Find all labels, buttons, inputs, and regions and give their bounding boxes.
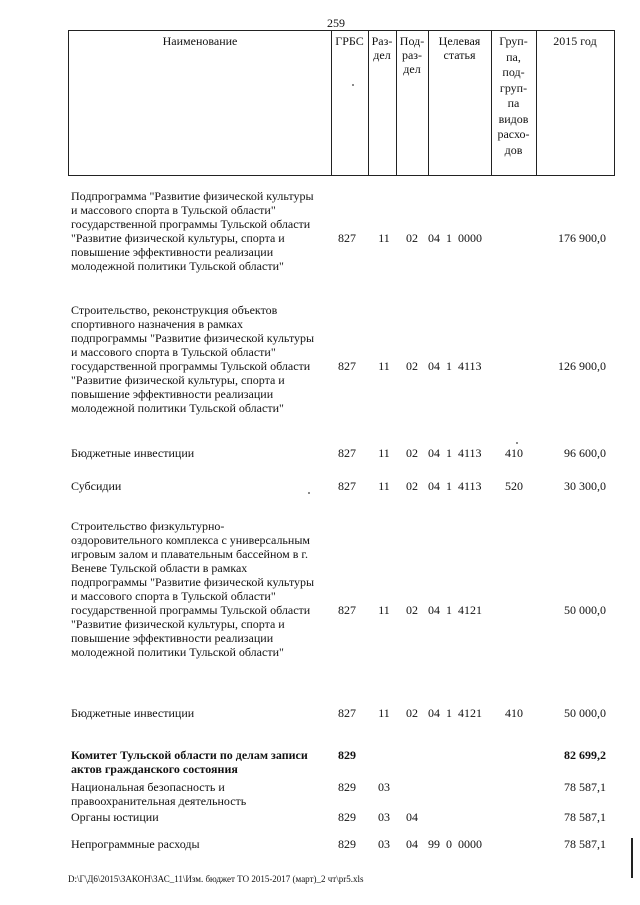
row-celevaya-statya: 04 1 4121 [428,706,482,720]
row-grbs: 829 [338,837,356,851]
row-name-line: подпрограммы "Развитие физической культуры [71,575,315,589]
row-name-line: актов гражданского состояния [71,762,238,776]
row-name-line: и массового спорта в Тульской области" [71,345,276,359]
header-grbs [331,34,368,48]
row-name-line: и массового спорта в Тульской области" [71,589,276,603]
header-grbs-text: ГРБС [335,34,364,48]
header-name-text: Наименование [162,34,238,48]
header-gruppa [491,34,536,158]
row-name-line: повышение эффективности реализации [71,631,274,645]
row-vid-rashodov: 410 [505,706,523,720]
header-gruppa-line: дов [504,142,523,157]
header-year [536,34,614,48]
row-celevaya-statya: 04 1 4121 [428,603,482,617]
row-name-line: Непрограммные расходы [71,837,200,851]
row-name-line: Подпрограмма "Развитие физической культуры [71,189,314,203]
row-sum-2015: 126 900,0 [558,359,606,373]
header-podrazdel [396,34,428,76]
row-name [71,303,333,415]
row-name [71,189,333,273]
row-grbs: 827 [338,479,356,493]
row-razdel: 11 [378,706,390,720]
row-sum-2015: 176 900,0 [558,231,606,245]
row-razdel: 03 [378,780,390,794]
header-gruppa-line: видов [498,111,529,126]
row-razdel: 11 [378,479,390,493]
row-name-line: Национальная безопасность и [71,780,225,794]
col-divider [331,31,332,175]
row-celevaya-statya: 04 1 0000 [428,231,482,245]
row-podrazdel: 04 [406,837,418,851]
header-celevaya-line: Целевая [438,34,481,48]
row-name-line: Органы юстиции [71,810,159,824]
row-grbs: 829 [338,810,356,824]
header-podrazdel-line: раз- [401,48,423,62]
row-celevaya-statya: 04 1 4113 [428,446,482,460]
row-name [71,446,333,460]
row-podrazdel: 02 [406,479,418,493]
row-name-line: государственной программы Тульской области [71,359,311,373]
row-grbs: 827 [338,706,356,720]
row-sum-2015: 96 600,0 [564,446,606,460]
row-name-line: и массового спорта в Тульской области" [71,203,276,217]
row-grbs: 827 [338,446,356,460]
row-vid-rashodov: 410 [505,446,523,460]
row-name-line: молодежной политики Тульской области" [71,401,284,415]
row-grbs: 829 [338,748,356,762]
row-name-line: повышение эффективности реализации [71,245,274,259]
row-name-line: Строительство, реконструкция объектов [71,303,278,317]
header-year-text: 2015 год [553,34,597,48]
row-celevaya-statya: 04 1 4113 [428,359,482,373]
row-podrazdel: 02 [406,359,418,373]
row-podrazdel: 04 [406,810,418,824]
row-razdel: 11 [378,359,390,373]
row-name-line: игровым залом и плавательным бассейном в г. [71,547,308,561]
row-sum-2015: 78 587,1 [564,837,606,851]
row-name-line: Бюджетные инвестиции [71,706,195,720]
row-name [71,837,333,851]
row-name-line: Веневе Тульской области в рамках [71,561,248,575]
row-name [71,706,333,720]
row-name-line: молодежной политики Тульской области" [71,259,284,273]
header-razdel-line: дел [373,48,391,62]
col-divider [536,31,537,175]
header-gruppa-line: па [507,96,520,110]
row-vid-rashodov: 520 [505,479,523,493]
scan-speck [516,442,518,444]
row-sum-2015: 82 699,2 [564,748,606,762]
row-name-line: молодежной политики Тульской области" [71,645,284,659]
page-number: 259 [327,16,345,30]
header-celevaya-line: статья [443,48,476,62]
row-name-line: "Развитие физической культуры, спорта и [71,231,285,245]
row-grbs: 827 [338,231,356,245]
file-path-footer: D:\Г\Д6\2015\ЗАКОН\ЗАС_11\Изм. бюджет ТО 2015-2017 (март)_2 чт\pr5.xls [68,874,364,884]
row-name-line: правоохранительная деятельность [71,794,247,808]
row-name [71,519,333,659]
row-sum-2015: 30 300,0 [564,479,606,493]
header-gruppa-line: груп- [499,80,528,95]
row-name-line: "Развитие физической культуры, спорта и [71,373,285,387]
header-podrazdel-line: Под- [399,34,425,48]
row-razdel: 03 [378,810,390,824]
row-podrazdel: 02 [406,231,418,245]
row-name [71,810,333,824]
row-podrazdel: 02 [406,446,418,460]
row-razdel: 11 [378,231,390,245]
row-podrazdel: 02 [406,706,418,720]
header-name [69,34,331,48]
table-header [68,30,615,176]
row-sum-2015: 50 000,0 [564,706,606,720]
row-name-line: оздоровительного комплекса с универсальным [71,533,310,547]
scan-speck [308,492,310,494]
row-name [71,748,333,776]
header-gruppa-line: расхо- [497,127,530,141]
header-celevaya [428,34,491,62]
row-name-line: государственной программы Тульской области [71,217,311,231]
row-name-line: "Развитие физической культуры, спорта и [71,617,285,631]
header-razdel-line: Раз- [371,34,393,48]
row-name [71,479,333,493]
row-name-line: Субсидии [71,479,122,493]
row-sum-2015: 78 587,1 [564,780,606,794]
row-grbs: 829 [338,780,356,794]
row-sum-2015: 50 000,0 [564,603,606,617]
row-grbs: 827 [338,603,356,617]
header-gruppa-line: Груп- [499,34,528,48]
row-sum-2015: 78 587,1 [564,810,606,824]
row-name-line: повышение эффективности реализации [71,387,274,401]
row-grbs: 827 [338,359,356,373]
scan-mark [631,838,633,878]
row-celevaya-statya: 99 0 0000 [428,837,482,851]
row-name [71,780,333,808]
row-razdel: 11 [378,603,390,617]
row-name-line: Строительство физкультурно- [71,519,225,533]
header-razdel [368,34,396,62]
header-podrazdel-line: дел [403,62,421,76]
scan-speck [352,84,354,86]
row-name-line: Бюджетные инвестиции [71,446,195,460]
row-name-line: подпрограммы "Развитие физической культуры [71,331,315,345]
row-celevaya-statya: 04 1 4113 [428,479,482,493]
row-name-line: спортивного назначения в рамках [71,317,244,331]
row-razdel: 03 [378,837,390,851]
header-gruppa-line: па, [506,49,521,64]
row-name-line: государственной программы Тульской области [71,603,311,617]
row-razdel: 11 [378,446,390,460]
row-podrazdel: 02 [406,603,418,617]
row-name-line: Комитет Тульской области по делам записи [71,748,308,762]
header-gruppa-line: под- [502,65,525,79]
